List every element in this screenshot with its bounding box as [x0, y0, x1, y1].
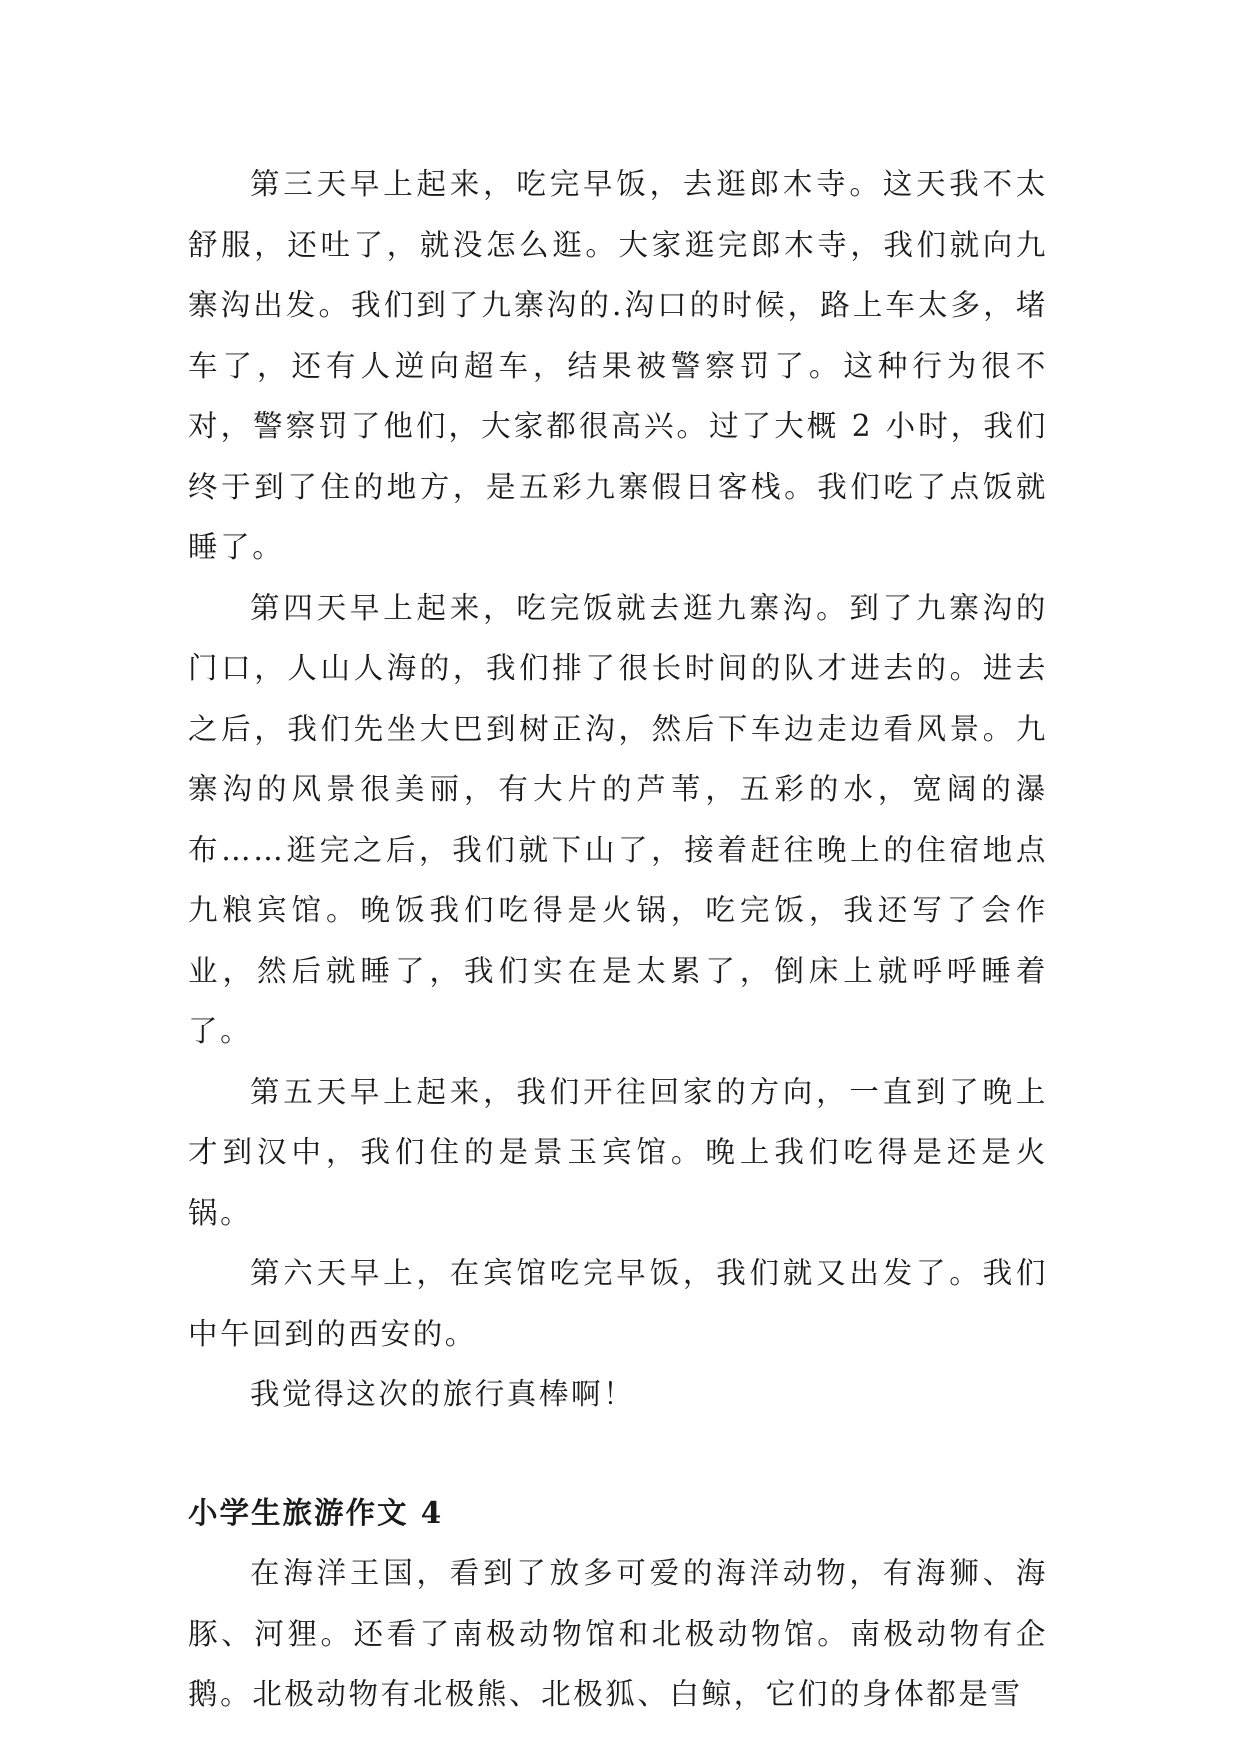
section-heading: 小学生旅游作文 4	[188, 1494, 444, 1530]
paragraph-ocean-kingdom: 在海洋王国，看到了放多可爱的海洋动物，有海狮、海豚、河狸。还看了南极动物馆和北极动物馆。南极动物有企鹅。北极动物有北极熊、北极狐、白鲸，它们的身体都是雪	[188, 1556, 1048, 1711]
paragraph-day4: 第四天早上起来，吃完饭就去逛九寨沟。到了九寨沟的门口，人山人海的，我们排了很长时间的队才进去的。进去之后，我们先坐大巴到树正沟，然后下车边走边看风景。九寨沟的风景很美丽，有大片的芦苇，五彩的水，宽阔的瀑布……逛完之后，我们就下山了，接着赶往晚上的住宿地点九粮宾馆。晚饭我们吃得是火锅，吃完饭，我还写了会作业，然后就睡了，我们实在是太累了，倒床上就呼呼睡着了。	[188, 590, 1048, 1048]
document-page	[188, 154, 1048, 1725]
paragraph-day3: 第三天早上起来，吃完早饭，去逛郎木寺。这天我不太舒服，还吐了，就没怎么逛。大家逛完郎木寺，我们就向九寨沟出发。我们到了九寨沟的.沟口的时候，路上车太多，堵车了，还有人逆向超车，结果被警察罚了。这种行为很不对，警察罚了他们，大家都很高兴。过了大概 2 小时，我们终于到了住的地方，是五彩九寨假日客栈。我们吃了点饭就睡了。	[188, 167, 1048, 564]
paragraph-day6: 第六天早上，在宾馆吃完早饭，我们就又出发了。我们中午回到的西安的。	[188, 1256, 1048, 1351]
paragraph-day5: 第五天早上起来，我们开往回家的方向，一直到了晚上才到汉中，我们住的是景玉宾馆。晚上我们吃得是还是火锅。	[188, 1074, 1048, 1230]
paragraph-conclusion: 我觉得这次的旅行真棒啊！	[250, 1377, 636, 1411]
